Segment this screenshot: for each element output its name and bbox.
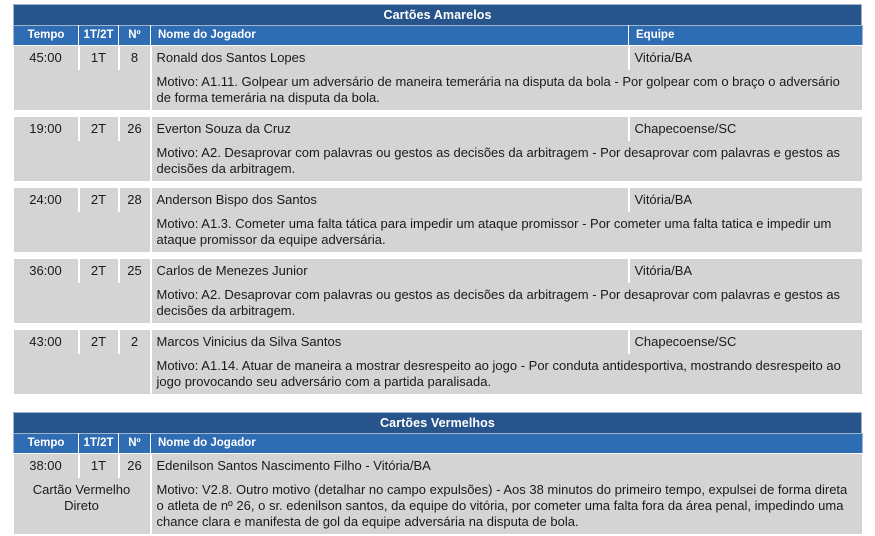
cell-spacer	[14, 354, 151, 394]
column-header-player: Nome do Jogador	[151, 26, 629, 46]
cell-number: 26	[119, 117, 151, 141]
cell-tempo: 24:00	[14, 188, 79, 212]
column-header-number: Nº	[119, 26, 151, 46]
red-cards-title: Cartões Vermelhos	[13, 412, 862, 433]
yellow-cards-table	[13, 25, 864, 394]
cell-team: Vitória/BA	[629, 188, 863, 212]
cell-spacer	[14, 70, 151, 110]
cell-spacer	[14, 212, 151, 252]
table-row-motivo	[14, 283, 863, 323]
cell-tempo: 43:00	[14, 330, 79, 354]
cell-half: 2T	[79, 259, 119, 283]
row-spacer	[14, 252, 863, 259]
cell-half: 1T	[79, 46, 119, 71]
cell-card-type: Cartão Vermelho Direto	[14, 478, 151, 534]
column-header-tempo: Tempo	[14, 434, 79, 454]
cell-tempo: 19:00	[14, 117, 79, 141]
table-row	[14, 330, 863, 354]
cell-motivo: Motivo: A1.3. Cometer uma falta tática para impedir um ataque promissor - Por cometer uma falta tatica e impedir um ataque promissor da equipe adversária.	[151, 212, 863, 252]
cell-motivo: Motivo: A1.14. Atuar de maneira a mostrar desrespeito ao jogo - Por conduta antidesportiva, mostrando desrespeito ao jogo provocando seu adversário com a partida paralisada.	[151, 354, 863, 394]
cell-motivo: Motivo: A2. Desaprovar com palavras ou gestos as decisões da arbitragem - Por desaprovar com palavras e gestos as decisões da arbitragem.	[151, 141, 863, 181]
cell-player: Carlos de Menezes Junior	[151, 259, 629, 283]
cell-team: Chapecoense/SC	[629, 117, 863, 141]
table-row	[14, 117, 863, 141]
cell-half: 2T	[79, 330, 119, 354]
table-row-motivo	[14, 478, 863, 534]
table-row-motivo	[14, 212, 863, 252]
cell-player: Marcos Vinicius da Silva Santos	[151, 330, 629, 354]
cell-tempo: 45:00	[14, 46, 79, 71]
column-header-half: 1T/2T	[79, 26, 119, 46]
cell-spacer	[14, 283, 151, 323]
cell-team: Vitória/BA	[629, 259, 863, 283]
row-spacer	[14, 110, 863, 117]
cell-team: Chapecoense/SC	[629, 330, 863, 354]
cell-motivo: Motivo: A2. Desaprovar com palavras ou gestos as decisões da arbitragem - Por desaprovar com palavras e gestos as decisões da arbitragem.	[151, 283, 863, 323]
column-header-half: 1T/2T	[79, 434, 119, 454]
column-header-team: Equipe	[629, 26, 863, 46]
yellow-cards-header-row	[14, 26, 863, 46]
cell-motivo: Motivo: V2.8. Outro motivo (detalhar no campo expulsões) - Aos 38 minutos do primeiro tempo, expulsei de forma direta o atleta de nº 26, o sr. edenilson santos, da equipe do vitória, por cometer uma falta fora da área penal, impedindo uma chance clara e manifesta de gol da equipe adversária na disputa de bola.	[151, 478, 863, 534]
cell-tempo: 36:00	[14, 259, 79, 283]
cell-tempo: 38:00	[14, 454, 79, 479]
cell-spacer	[14, 141, 151, 181]
cell-team: Vitória/BA	[629, 46, 863, 71]
cell-half: 2T	[79, 188, 119, 212]
cell-number: 2	[119, 330, 151, 354]
column-header-tempo: Tempo	[14, 26, 79, 46]
red-cards-section	[13, 412, 862, 534]
cell-player: Everton Souza da Cruz	[151, 117, 629, 141]
cell-half: 1T	[79, 454, 119, 479]
yellow-cards-title: Cartões Amarelos	[13, 4, 862, 25]
row-spacer	[14, 323, 863, 330]
cell-motivo: Motivo: A1.11. Golpear um adversário de maneira temerária na disputa da bola - Por golpear com o braço o adversário de forma temerária na disputa da bola.	[151, 70, 863, 110]
table-row-motivo	[14, 141, 863, 181]
cell-number: 25	[119, 259, 151, 283]
table-row-motivo	[14, 354, 863, 394]
cell-player: Anderson Bispo dos Santos	[151, 188, 629, 212]
cell-half: 2T	[79, 117, 119, 141]
table-row	[14, 454, 863, 479]
table-row-motivo	[14, 70, 863, 110]
cell-number: 26	[119, 454, 151, 479]
column-header-player: Nome do Jogador	[151, 434, 863, 454]
row-spacer	[14, 181, 863, 188]
red-cards-header-row	[14, 434, 863, 454]
cell-number: 28	[119, 188, 151, 212]
cell-player: Edenilson Santos Nascimento Filho - Vitória/BA	[151, 454, 863, 479]
table-row	[14, 188, 863, 212]
red-cards-table	[13, 433, 864, 534]
column-header-number: Nº	[119, 434, 151, 454]
yellow-cards-section	[13, 4, 862, 394]
cell-number: 8	[119, 46, 151, 71]
cell-player: Ronald dos Santos Lopes	[151, 46, 629, 71]
table-row	[14, 46, 863, 71]
table-row	[14, 259, 863, 283]
